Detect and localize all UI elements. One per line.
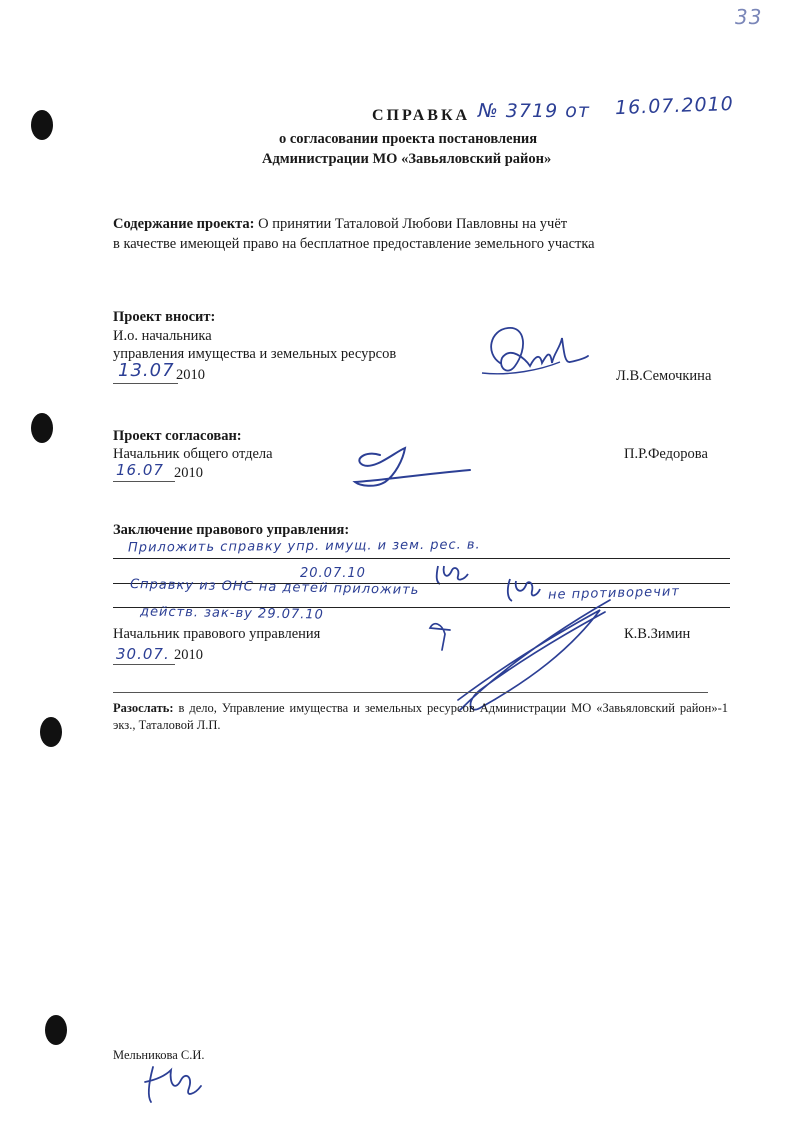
legal-note-1-date: 20.07.10 bbox=[300, 566, 366, 581]
submitted-year: 2010 bbox=[176, 367, 205, 383]
submitted-heading: Проект вносит: bbox=[113, 309, 216, 325]
legal-position: Начальник правового управления bbox=[113, 626, 321, 642]
page-number: 33 bbox=[735, 5, 763, 29]
submitted-date-handwritten: 13.07 bbox=[118, 360, 175, 381]
submitted-position-2: управления имущества и земельных ресурсов bbox=[113, 346, 397, 362]
distribution-text: в дело, Управление имущества и земельных ресурсов Администрации МО «Завьяловский район»-1 экз., Таталовой Л.П. bbox=[113, 701, 729, 732]
agreed-date-line bbox=[113, 481, 175, 482]
agreed-position: Начальник общего отдела bbox=[113, 446, 273, 462]
signature-fedorova bbox=[345, 440, 475, 495]
distribution-rule bbox=[113, 692, 708, 693]
title-line-2: о согласовании проекта постановления bbox=[279, 131, 538, 147]
legal-note-3: действ. зак-ву 29.07.10 bbox=[139, 604, 325, 623]
submitted-name: Л.В.Семочкина bbox=[616, 368, 712, 384]
distribution bbox=[113, 700, 728, 734]
legal-date-handwritten: 30.07. bbox=[116, 645, 170, 663]
content-text-2: в качестве имеющей право на бесплатное предоставление земельного участка bbox=[113, 236, 595, 252]
project-content bbox=[113, 216, 567, 233]
legal-note-2b: не противоречит bbox=[547, 584, 681, 603]
title-line-3: Администрации МО «Завьяловский район» bbox=[262, 151, 552, 167]
agreed-name: П.Р.Федорова bbox=[624, 446, 708, 462]
punch-hole-3 bbox=[40, 717, 62, 747]
legal-date-line bbox=[113, 664, 175, 665]
document-date-handwritten: 16.07.2010 bbox=[614, 92, 735, 120]
punch-hole-2 bbox=[31, 413, 53, 443]
agreed-date-handwritten: 16.07 bbox=[116, 461, 164, 479]
legal-name: К.В.Зимин bbox=[624, 626, 691, 642]
legal-heading: Заключение правового управления: bbox=[113, 522, 350, 538]
submitted-position-1: И.о. начальника bbox=[113, 328, 212, 344]
punch-hole-4 bbox=[45, 1015, 67, 1045]
signature-executor bbox=[135, 1062, 205, 1107]
submitted-date-line bbox=[113, 383, 178, 384]
legal-year: 2010 bbox=[174, 647, 203, 663]
content-label: Содержание проекта: bbox=[113, 216, 255, 232]
distribution-label: Разослать: bbox=[113, 701, 174, 715]
executor-name: Мельникова С.И. bbox=[113, 1048, 205, 1062]
document-title: СПРАВКА bbox=[372, 107, 471, 124]
legal-note-1: Приложить справку упр. имущ. и зем. рес. в. bbox=[127, 537, 481, 556]
content-text-1: О принятии Таталовой Любови Павловны на учёт bbox=[258, 216, 568, 232]
agreed-year: 2010 bbox=[174, 465, 203, 481]
signature-semochkina bbox=[480, 318, 590, 388]
document-number-handwritten: № 3719 от bbox=[478, 100, 590, 122]
agreed-heading: Проект согласован: bbox=[113, 428, 242, 444]
punch-hole-1 bbox=[31, 110, 53, 140]
legal-note-2: Справку из ОНС на детей приложить bbox=[129, 576, 420, 599]
legal-line-1 bbox=[113, 558, 730, 559]
